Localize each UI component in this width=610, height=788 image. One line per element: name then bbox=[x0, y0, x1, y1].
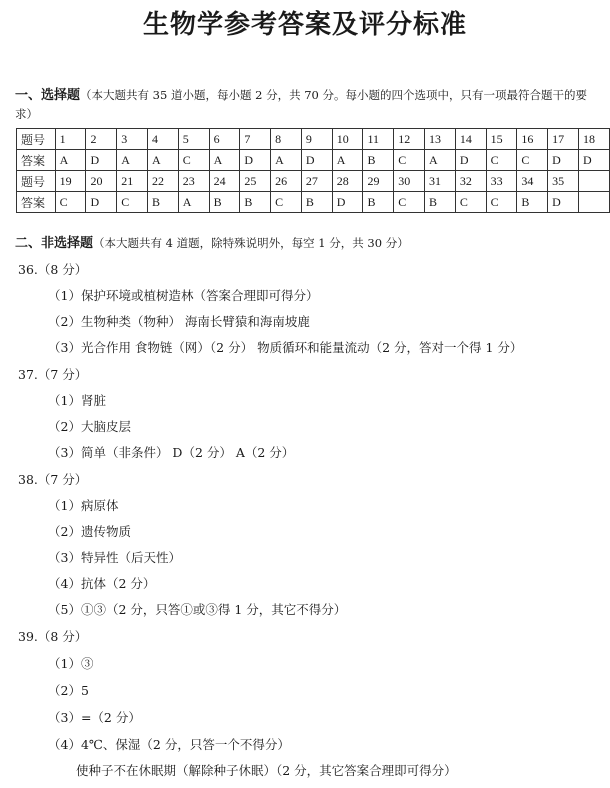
question-number-cell: 26 bbox=[271, 171, 302, 192]
answer-cell: D bbox=[301, 150, 332, 171]
answer-cell: A bbox=[148, 150, 179, 171]
answer-cell: A bbox=[209, 150, 240, 171]
question-number-cell: 9 bbox=[301, 129, 332, 150]
answer-cell: C bbox=[517, 150, 548, 171]
q39-heading: 39.（8 分） bbox=[18, 629, 88, 644]
answer-cell: D bbox=[548, 150, 579, 171]
q38-answer-1: （1）病原体 bbox=[48, 498, 119, 513]
question-number-cell: 8 bbox=[271, 129, 302, 150]
part1-label: 一、选择题 bbox=[15, 88, 81, 103]
q38-answer-5: （5）①③（2 分，只答①或③得 1 分，其它不得分） bbox=[48, 602, 347, 617]
table-row bbox=[17, 192, 610, 213]
answer-cell: B bbox=[363, 150, 394, 171]
question-number-cell: 27 bbox=[301, 171, 332, 192]
question-number-cell: 34 bbox=[517, 171, 548, 192]
question-number-cell: 29 bbox=[363, 171, 394, 192]
q38-heading: 38.（7 分） bbox=[18, 472, 88, 487]
answer-cell: C bbox=[394, 150, 425, 171]
question-number-cell: 32 bbox=[455, 171, 486, 192]
answer-cell: C bbox=[271, 192, 302, 213]
question-number-cell: 24 bbox=[209, 171, 240, 192]
question-number-cell: 1 bbox=[55, 129, 86, 150]
q38-answer-3: （3）特异性（后天性） bbox=[48, 550, 181, 565]
q39-answer-4: （4）4℃、保湿（2 分，只答一个不得分） bbox=[48, 737, 290, 752]
q37-heading: 37.（7 分） bbox=[18, 367, 88, 382]
q36-answer-1: （1）保护环境或植树造林（答案合理即可得分） bbox=[48, 288, 319, 303]
question-number-cell: 7 bbox=[240, 129, 271, 150]
answer-cell: B bbox=[517, 192, 548, 213]
answer-cell: B bbox=[363, 192, 394, 213]
question-number-cell: 22 bbox=[148, 171, 179, 192]
answer-cell: D bbox=[332, 192, 363, 213]
q37-answer-2: （2）大脑皮层 bbox=[48, 419, 131, 434]
part2-note: （本大题共有 4 道题，除特殊说明外，每空 1 分，共 30 分） bbox=[93, 236, 409, 250]
answer-table bbox=[16, 128, 610, 213]
answer-cell: A bbox=[117, 150, 148, 171]
q37-answer-3: （3）简单（非条件） D（2 分） A（2 分） bbox=[48, 445, 295, 460]
q37-answer-1: （1）肾脏 bbox=[48, 393, 106, 408]
q39-answer-3: （3）=（2 分） bbox=[48, 710, 141, 725]
q36-answer-3: （3）光合作用 食物链（网）（2 分） 物质循环和能量流动（2 分，答对一个得 1 分） bbox=[48, 340, 523, 355]
row-header: 答案 bbox=[17, 150, 56, 171]
question-number-cell bbox=[578, 171, 609, 192]
question-number-cell: 21 bbox=[117, 171, 148, 192]
answer-cell: B bbox=[148, 192, 179, 213]
question-number-cell: 15 bbox=[486, 129, 517, 150]
question-number-cell: 20 bbox=[86, 171, 117, 192]
question-number-cell: 5 bbox=[178, 129, 209, 150]
row-header: 题号 bbox=[17, 129, 56, 150]
page-title: 生物学参考答案及评分标准 bbox=[142, 10, 467, 40]
part1-header bbox=[15, 86, 600, 124]
question-number-cell: 10 bbox=[332, 129, 363, 150]
question-number-cell: 11 bbox=[363, 129, 394, 150]
question-number-cell: 31 bbox=[425, 171, 456, 192]
question-number-cell: 19 bbox=[55, 171, 86, 192]
question-number-cell: 3 bbox=[117, 129, 148, 150]
question-number-cell: 16 bbox=[517, 129, 548, 150]
q39-answer-2: （2）5 bbox=[48, 683, 89, 698]
question-number-cell: 6 bbox=[209, 129, 240, 150]
answer-cell: C bbox=[55, 192, 86, 213]
answer-cell: B bbox=[425, 192, 456, 213]
question-number-cell: 18 bbox=[578, 129, 609, 150]
question-number-cell: 14 bbox=[455, 129, 486, 150]
answer-cell: B bbox=[240, 192, 271, 213]
question-number-cell: 12 bbox=[394, 129, 425, 150]
question-number-cell: 33 bbox=[486, 171, 517, 192]
part2-label: 二、非选择题 bbox=[15, 236, 94, 251]
answer-cell: C bbox=[486, 192, 517, 213]
question-number-cell: 35 bbox=[548, 171, 579, 192]
answer-cell: A bbox=[425, 150, 456, 171]
q39-answer-1: （1）③ bbox=[48, 656, 94, 671]
answer-cell: D bbox=[240, 150, 271, 171]
answer-cell: C bbox=[486, 150, 517, 171]
q38-answer-4: （4）抗体（2 分） bbox=[48, 576, 156, 591]
question-number-cell: 4 bbox=[148, 129, 179, 150]
answer-cell: B bbox=[301, 192, 332, 213]
question-number-cell: 30 bbox=[394, 171, 425, 192]
q36-answer-2: （2）生物种类（物种） 海南长臂猿和海南坡鹿 bbox=[48, 314, 310, 329]
answer-cell: C bbox=[117, 192, 148, 213]
row-header: 答案 bbox=[17, 192, 56, 213]
question-number-cell: 28 bbox=[332, 171, 363, 192]
answer-cell: D bbox=[578, 150, 609, 171]
answer-cell: D bbox=[548, 192, 579, 213]
answer-cell: D bbox=[86, 192, 117, 213]
answer-cell: C bbox=[178, 150, 209, 171]
answer-cell bbox=[578, 192, 609, 213]
answer-cell: A bbox=[55, 150, 86, 171]
answer-cell: C bbox=[455, 192, 486, 213]
answer-cell: A bbox=[271, 150, 302, 171]
table-row bbox=[17, 171, 610, 192]
q38-answer-2: （2）遗传物质 bbox=[48, 524, 131, 539]
table-row bbox=[17, 150, 610, 171]
question-number-cell: 23 bbox=[178, 171, 209, 192]
answer-cell: B bbox=[209, 192, 240, 213]
answer-cell: D bbox=[86, 150, 117, 171]
part2-header bbox=[15, 234, 409, 253]
question-number-cell: 17 bbox=[548, 129, 579, 150]
q36-heading: 36.（8 分） bbox=[18, 262, 88, 277]
question-number-cell: 2 bbox=[86, 129, 117, 150]
table-row bbox=[17, 129, 610, 150]
row-header: 题号 bbox=[17, 171, 56, 192]
answer-cell: C bbox=[394, 192, 425, 213]
question-number-cell: 13 bbox=[425, 129, 456, 150]
answer-cell: D bbox=[455, 150, 486, 171]
answer-cell: A bbox=[178, 192, 209, 213]
part1-note: （本大题共有 35 道小题，每小题 2 分，共 70 分。每小题的四个选项中，只有一项最符合题干的要求） bbox=[15, 88, 588, 121]
q39-answer-4-cont: 使种子不在休眠期（解除种子休眠）（2 分，其它答案合理即可得分） bbox=[76, 763, 457, 778]
answer-cell: A bbox=[332, 150, 363, 171]
question-number-cell: 25 bbox=[240, 171, 271, 192]
